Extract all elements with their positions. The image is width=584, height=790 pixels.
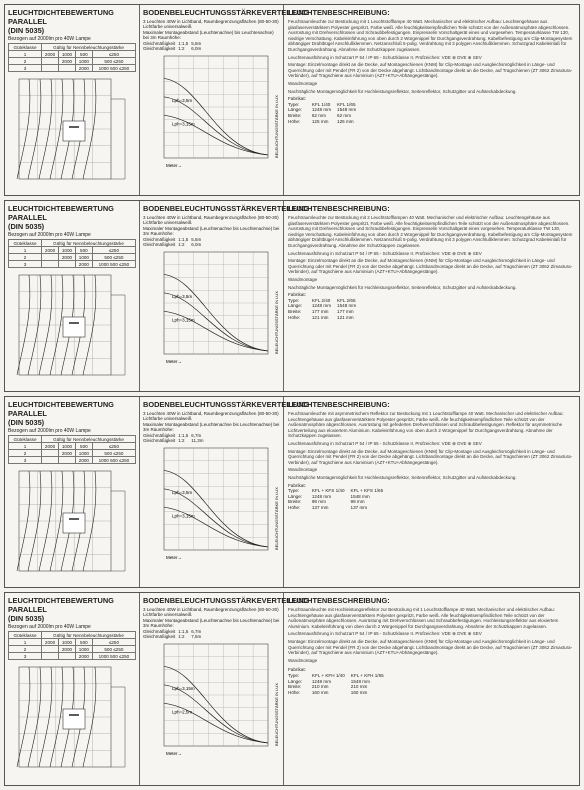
wall-mount-text: Wandmontage xyxy=(288,657,318,663)
class-table-cell: 1000 xyxy=(75,58,92,65)
illuminance-heading: BODENBELEUCHTUNGSSTÄRKEVERTEILUNG xyxy=(143,596,310,605)
product-section xyxy=(4,4,580,196)
mounting-text: Montage: Einzelmontage direkt an die Decke, auf Montageschienen (KNM) für Clip-Montage und Ausgleichsmöglichkeit in Länge- und Querrichtung oder mit Pendel (FR 2) von der Decke abgehängt. Lichtbandmontage direkt an die Decke, auf Tragschienen (ZT 3062 Zimaxtura-Verbinder), auf Tragschiene aus Aluminium (AZT+KTU+Abhängegestänge). xyxy=(288,638,573,656)
gleich-label: Gleichmäßigkeit xyxy=(143,242,176,248)
spec-value: KFL 1/65 xyxy=(337,101,356,107)
bezogen-text: Bezogen auf 2000lm pro 40W Lampe xyxy=(8,232,91,238)
spec-value: 98 mm xyxy=(311,499,326,505)
protection-text: Leuchtenausführung in Schutzart P 54 / IP 65 - Schutzklasse II. Prüfzeichen: VDE ⊕ DVE ⊕ SEV xyxy=(288,54,482,60)
retrofit-text: Nachträgliche Montagemöglichkeit für Hochleistungsreflektor, Seitenreflektor, Schutzgitter und Aufsteckabdeckung. xyxy=(288,474,517,480)
lph-label: Lph=3,15m xyxy=(172,686,195,692)
class-table-cell: 500 ≤250 xyxy=(92,58,135,65)
class-table-cell: 2 xyxy=(9,58,42,65)
description-text: Feuchtraumleuchte mit asymmetrischem Reflektor zur Bestückung mit 1 Leuchtstofflampe 40 Watt. Mechanischer und elektrischer Aufbau: Leuchtengehäuse aus glasfaserverstärktem Polyester gespritzt, Farbe weiß. Alle feuchtigkeitsempfindlichen Teile schützt von der Außenatmosphäre abgeschlossen. Ausrüstung mit gefederten Drehverschlüssen und Schraubbefestigungen. Reflektor für asymmetrische Lichtverteilung aus eloxiertem Aluminium. Kabeleinführung von oben durch 2 Würgenippel für Durchgangsverdrahtung. Abnahme der Schutzkappen zugelassen. xyxy=(288,411,564,439)
class-table-cell: 2 xyxy=(9,450,42,457)
spec-value: 137 mm xyxy=(311,504,329,510)
gleich-ratio: 1:2 xyxy=(178,634,185,640)
description-heading: LEUCHTENBESCHREIBUNG: xyxy=(287,400,390,409)
class-table-row xyxy=(9,65,136,72)
description-column xyxy=(284,5,579,195)
y-axis-label: BELEUCHTUNGSSTÄRKE IN LUX xyxy=(274,95,279,159)
info-line-1: 3 Leuchten 40W in Lichtband, Raumbegrenzungsflächen (80-50-30) xyxy=(143,19,279,24)
montage-abstand-text: Maximaler Montageabstand (Leuchtenachse) bis Leuchtenachse) bei 3m Raumhöhe: xyxy=(143,29,274,41)
luminance-diagram xyxy=(5,269,140,389)
class-table-cell: 1000 xyxy=(59,51,76,58)
class-table-cell: ≤250 xyxy=(92,639,135,646)
class-table-cell: 1000 500 ≤250 xyxy=(92,457,135,464)
class-table-cell xyxy=(59,653,76,660)
spec-value: KFL + KFS 1/65 xyxy=(350,488,384,494)
spec-value: KFL 1/40 xyxy=(311,101,331,107)
hoehe-label: Höhe: xyxy=(288,118,301,124)
gleich-value: 7,5m xyxy=(191,634,202,640)
gleich-value: 6,7m xyxy=(191,628,202,634)
description-heading: LEUCHTENBESCHREIBUNG: xyxy=(287,204,390,213)
gueteklasse-label: Güteklasse xyxy=(9,240,42,247)
gueltig-label: Gültig für Nennbeleuchtungsstärke xyxy=(42,240,136,247)
type-label: Type: xyxy=(288,672,300,678)
illuminance-curve xyxy=(164,79,268,156)
spec-value: 1248 mm xyxy=(311,678,332,684)
gleich-label: Gleichmäßigkeit xyxy=(143,236,176,242)
class-table-cell: 1000 xyxy=(75,646,92,653)
gleich-ratio: 1:2 xyxy=(178,242,185,248)
class-table-cell: 1000 xyxy=(75,450,92,457)
class-table-cell: 1 xyxy=(9,443,42,450)
side-scale xyxy=(111,491,125,571)
class-table-cell: 1000 500 ≤250 xyxy=(92,65,135,72)
class-table-cell: ≤250 xyxy=(92,51,135,58)
luminance-heading: LEUCHTDICHTEBEWERTUNG PARALLEL xyxy=(8,596,114,614)
gleich-label: Gleichmäßigkeit xyxy=(143,628,176,634)
class-table-row xyxy=(9,254,136,261)
illuminance-chart xyxy=(140,444,284,566)
class-table-cell: 3 xyxy=(9,261,42,268)
illuminance-chart xyxy=(140,52,284,174)
class-table-row xyxy=(9,247,136,254)
class-table-cell: ≤250 xyxy=(92,247,135,254)
luminance-heading: LEUCHTDICHTEBEWERTUNG PARALLEL xyxy=(8,400,114,418)
class-table-cell: 1000 xyxy=(59,639,76,646)
hoehe-label: Höhe: xyxy=(288,689,301,695)
gleich-ratio: 1:2 xyxy=(178,46,185,52)
fabrikat-label: Fabrikat: xyxy=(288,96,306,102)
din-label: (DIN 5035) xyxy=(8,26,45,35)
gleich-label: Gleichmäßigkeit xyxy=(143,432,176,438)
gueltig-label: Gültig für Nennbeleuchtungsstärke xyxy=(42,436,136,443)
meter-label: Meter→ xyxy=(166,751,183,757)
bezogen-text: Bezogen auf 2000lm pro 40W Lampe xyxy=(8,36,91,42)
gleich-value: 5,5m xyxy=(191,40,202,46)
class-table-cell: 500 ≤250 xyxy=(92,646,135,653)
class-table-cell: 500 xyxy=(75,247,92,254)
class-table-cell xyxy=(42,65,59,72)
gueteklasse-label: Güteklasse xyxy=(9,436,42,443)
luminance-column xyxy=(5,397,140,587)
lph-label: Lph=3,5m xyxy=(172,98,193,104)
din-label: (DIN 5035) xyxy=(8,614,45,623)
illuminance-heading: BODENBELEUCHTUNGSSTÄRKEVERTEILUNG xyxy=(143,400,310,409)
description-column xyxy=(284,397,579,587)
class-table-cell: 2000 xyxy=(59,646,76,653)
class-table-cell: 500 xyxy=(75,443,92,450)
retrofit-text: Nachträgliche Montagemöglichkeit für Hochleistungsreflektor, Seitenreflektor, Schutzgitter und Aufsteckabdeckung. xyxy=(288,88,517,94)
hoehe-label: Höhe: xyxy=(288,504,301,510)
protection-text: Leuchtenausführung in Schutzart P 54 / IP 65 - Schutzklasse II. Prüfzeichen: VDE ⊕ DVE ⊕ SEV xyxy=(288,250,482,256)
lamp-symbol xyxy=(63,317,85,337)
illuminance-chart xyxy=(140,248,284,370)
product-section xyxy=(4,396,580,588)
meter-label: Meter→ xyxy=(166,555,183,561)
side-scale xyxy=(111,687,125,767)
class-table-row xyxy=(9,51,136,58)
wall-mount-text: Wandmontage xyxy=(288,80,318,86)
spec-value: 177 mm xyxy=(337,308,354,314)
spec-value: KFL 2/65 xyxy=(337,297,356,303)
spec-value: 1548 mm xyxy=(350,678,370,684)
spec-value: 125 mm xyxy=(337,118,354,124)
spec-table xyxy=(284,291,579,321)
lamp-symbol xyxy=(63,121,85,141)
side-scale xyxy=(111,295,125,375)
class-table-row xyxy=(9,261,136,268)
gueltig-label: Gültig für Nennbeleuchtungsstärke xyxy=(42,44,136,51)
montage-abstand-text: Maximaler Montageabstand (Leuchtenachse bis Leuchtenachse) bei 3m Raumhöhe: xyxy=(143,421,280,433)
class-table-cell xyxy=(42,254,59,261)
class-table-cell: 2000 xyxy=(59,450,76,457)
class-table-cell: 2000 xyxy=(75,457,92,464)
luminance-column xyxy=(5,5,140,195)
spec-value: 1548 mm xyxy=(337,303,357,309)
lph-label: Lph=3,5m xyxy=(172,294,193,300)
din-label: (DIN 5035) xyxy=(8,418,45,427)
class-table-cell: 2000 xyxy=(42,639,59,646)
mounting-text: Montage: Einzelmontage direkt an die Decke, auf Montageschienen (KNM) für Clip-Montage und Ausgleichsmöglichkeit in Länge- und Querrichtung oder mit Pendel (FR 2) von der Decke abgehängt. Lichtbandmontage direkt an die Decke, auf Tragschienen (ZT 3062 Zimaxtura-Verbinder), auf Tragschiene aus Aluminium (AZT+KTU+Abhängegestänge). xyxy=(288,62,573,79)
class-table xyxy=(8,43,136,72)
class-table xyxy=(8,435,136,464)
luminance-column xyxy=(5,593,140,785)
description-heading: LEUCHTENBESCHREIBUNG: xyxy=(287,596,390,605)
class-table-cell: 2000 xyxy=(75,653,92,660)
spec-value: 1548 mm xyxy=(337,107,357,113)
class-table-cell xyxy=(42,646,59,653)
spec-value: KFL + KFH 1/65 xyxy=(350,672,384,678)
illuminance-heading: BODENBELEUCHTUNGSSTÄRKEVERTEILUNG xyxy=(143,204,310,213)
info-line-2: Lichtfarbe universalweiß xyxy=(143,416,192,422)
type-label: Type: xyxy=(288,297,300,303)
class-table-cell: 500 xyxy=(75,51,92,58)
class-table-cell: 2 xyxy=(9,646,42,653)
description-heading: LEUCHTENBESCHREIBUNG: xyxy=(287,8,390,17)
class-table-row xyxy=(9,646,136,653)
gueltig-label: Gültig für Nennbeleuchtungsstärke xyxy=(42,632,136,639)
class-table-cell: 2000 xyxy=(42,247,59,254)
gleich-label: Gleichmäßigkeit xyxy=(143,46,176,52)
hoehe-label: Höhe: xyxy=(288,314,301,320)
fabrikat-label: Fabrikat: xyxy=(288,292,306,298)
gleich-label: Gleichmäßigkeit xyxy=(143,634,176,640)
illuminance-chart xyxy=(140,640,284,762)
spec-value: 1248 mm xyxy=(311,493,332,499)
bezogen-text: Bezogen auf 2000lm pro 40W Lampe xyxy=(8,428,91,434)
montage-abstand-text: Maximaler Montageabstand (Leuchtenachse bis Leuchtenachse) bei 3m Raumhöhe: xyxy=(143,617,280,629)
class-table-cell xyxy=(59,457,76,464)
y-axis-label: BELEUCHTUNGSSTÄRKE IN LUX xyxy=(274,683,279,747)
info-line-1: 3 Leuchten 40W in Lichtband, Raumbegrenzungsflächen (80-50-30) xyxy=(143,215,279,220)
din-label: (DIN 5035) xyxy=(8,222,45,231)
spec-value: 160 mm xyxy=(350,689,368,695)
description-text: Feuchtraumleuchte zur Bestückung mit 1 Leuchtstofflampe 40 Watt. Mechanischer und elektrischer Aufbau: Leuchtengehäuse aus glasfaserverstärktem Polyester gespritzt, Farbe weiß. Alle feuchtigkeitsempfindlichen Teile schützt von der Außenatmosphäre abgeschlossen. Ausrüstung mit Drehverschlüssen und Schraubbefestigungen. Einpresselin Vorschaltgerät eines und vorgesehen. Temperaturklasse TW 130, niedrige Verschattung. Kabeleinführung von oben durch 2 Würgenippel für Durchgangsverdrahtung. Kabelbefestigung am Clip-Montagesystem abhängiger Drahtbügel Anschlußklemmen. Netzanschluß 5-polig. Verdrahtung mit 3 polygen Anschlußklemmen. Schutzgrad Kabeleinlaß für Durchgangsverdrahtung. Abnahme der Schutzkappen zugelassen. xyxy=(288,19,573,52)
type-label: Type: xyxy=(288,488,300,494)
class-table-cell: 1 xyxy=(9,51,42,58)
spec-value: 177 mm xyxy=(311,308,329,314)
protection-text: Leuchtenausführung in Schutzart P 54 / IP 65 - Schutzklasse II. Prüfzeichen: VDE ⊕ DVE ⊕ SEV xyxy=(288,631,482,637)
y-axis-label: BELEUCHTUNGSSTÄRKE IN LUX xyxy=(274,291,279,355)
class-table-cell: 1 xyxy=(9,639,42,646)
class-table-cell: 1000 xyxy=(75,254,92,261)
class-table-row xyxy=(9,58,136,65)
class-table-cell: 1000 500 ≤250 xyxy=(92,261,135,268)
class-table-cell: 500 ≤250 xyxy=(92,450,135,457)
mounting-text: Montage: Einzelmontage direkt an die Decke, auf Montageschienen (KNM) für Clip-Montage und Ausgleichsmöglichkeit in Länge- und Querrichtung oder mit Pendel (FR 2) von der Decke abgehängt. Lichtbandmontage direkt an die Decke, auf Tragschienen (ZT 3062 Zimaxtura-Verbinder), auf Tragschiene aus Aluminium (AZT+KTU+Abhängegestänge). xyxy=(288,448,573,465)
spec-value: 121 mm xyxy=(337,314,354,320)
spec-table xyxy=(284,482,579,512)
laenge-label: Länge: xyxy=(288,678,303,684)
class-table-row xyxy=(9,653,136,660)
class-table-row xyxy=(9,457,136,464)
mounting-text: Montage: Einzelmontage direkt an die Decke, auf Montageschienen (KNM) für Clip-Montage und Ausgleichsmöglichkeit in Länge- und Querrichtung oder mit Pendel (FR 2) von der Decke abgehängt. Lichtbandmontage direkt an die Decke, auf Tragschienen (ZT 3062 Zimaxtura-Verbinder), auf Tragschiene aus Aluminium (AZT+KTU+Abhängegestänge). xyxy=(288,258,573,275)
breite-label: Breite: xyxy=(288,684,302,690)
laenge-label: Länge: xyxy=(288,493,303,499)
illuminance-curve xyxy=(164,275,268,352)
spec-value: 98 mm xyxy=(350,499,365,505)
gleich-ratio: 1:1,5 xyxy=(178,236,189,242)
info-line-2: Lichtfarbe universalweiß xyxy=(143,612,192,618)
wall-mount-text: Wandmontage xyxy=(288,467,318,473)
illuminance-curve xyxy=(164,667,268,744)
spec-value: KFL + KFS 1/40 xyxy=(311,488,345,494)
class-table-cell: 1000 xyxy=(59,443,76,450)
side-scale xyxy=(111,99,125,179)
class-table-cell: 2000 xyxy=(42,443,59,450)
gleich-label: Gleichmäßigkeit xyxy=(143,438,176,444)
luminance-diagram xyxy=(5,465,140,585)
retrofit-text: Nachträgliche Montagemöglichkeit für Hochleistungsreflektor, Seitenreflektor, Schutzgitter und Aufsteckabdeckung. xyxy=(288,284,517,290)
spec-value: 62 mm xyxy=(311,112,326,118)
gleich-ratio: 1:2 xyxy=(178,438,185,444)
breite-label: Breite: xyxy=(288,308,302,314)
spec-value: 121 mm xyxy=(311,314,329,320)
breite-label: Breite: xyxy=(288,499,302,505)
class-table-cell xyxy=(42,261,59,268)
class-table-cell xyxy=(42,58,59,65)
spec-value: 1248 mm xyxy=(311,107,332,113)
luminance-column xyxy=(5,201,140,391)
description-text: Feuchtraumleuchte mit Hochleistungsreflektor zur Bestückung mit 1 Leuchtstofflampe 40 Watt. Mechanischer und elektrischer Aufbau: Leuchtengehäuse aus glasfaserverstärktem Polyester gespritzt, Farbe weiß. Alle feuchtigkeitsempfindlichen Teile schützt von der Außenatmosphäre abgeschlossen. Ausrüstung mit Drehverschlüssen und Schraubbefestigungen. Hochleistungsreflektor aus eloxiertem Aluminium. Kabeleinführung von oben durch 2 Würgenippel für Durchgangsverdrahtung. Abnahme der Schutzkappen zugelassen. xyxy=(288,607,559,629)
class-table-row xyxy=(9,639,136,646)
spec-value: 125 mm xyxy=(311,118,329,124)
gueteklasse-label: Güteklasse xyxy=(9,44,42,51)
class-table-cell: ≤250 xyxy=(92,443,135,450)
gleich-ratio: 1:1,5 xyxy=(178,40,189,46)
y-axis-label: BELEUCHTUNGSSTÄRKE IN LUX xyxy=(274,487,279,551)
lph-label: Lph=2,5m xyxy=(172,709,193,715)
gueteklasse-label: Güteklasse xyxy=(9,632,42,639)
class-table-cell: 2000 xyxy=(75,65,92,72)
class-table-cell xyxy=(42,450,59,457)
spec-value: 1548 mm xyxy=(350,493,370,499)
class-table xyxy=(8,239,136,268)
class-table-cell xyxy=(42,653,59,660)
class-table-cell: 2000 xyxy=(59,58,76,65)
spec-value: 62 mm xyxy=(337,112,352,118)
luminance-diagram xyxy=(5,73,140,193)
lph-label: Lph=3,15m xyxy=(172,317,195,323)
protection-text: Leuchtenausführung in Schutzart P 54 / IP 65 - Schutzklasse II. Prüfzeichen: VDE ⊕ DVE ⊕ SEV xyxy=(288,440,482,446)
gleich-value: 5,5m xyxy=(191,236,202,242)
class-table-row xyxy=(9,450,136,457)
description-column xyxy=(284,201,579,391)
gleich-value: 6,0m xyxy=(191,46,202,52)
lamp-symbol xyxy=(63,513,85,533)
gleich-value: 11,3m xyxy=(191,438,204,444)
class-table-cell: 3 xyxy=(9,65,42,72)
spec-value: KFL + KFH 1/40 xyxy=(311,672,345,678)
class-table-cell: 1 xyxy=(9,247,42,254)
meter-label: Meter→ xyxy=(166,163,183,169)
lph-label: Lph=3,15m xyxy=(172,121,195,127)
class-table-row xyxy=(9,443,136,450)
class-table-cell: 2000 xyxy=(42,51,59,58)
class-table-cell: 3 xyxy=(9,457,42,464)
class-table-cell: 3 xyxy=(9,653,42,660)
spec-table xyxy=(284,95,579,125)
info-line-1: 3 Leuchten 40W in Lichtband, Raumbegrenzungsflächen (80-50-30) xyxy=(143,411,279,416)
spec-value: KFL 2/40 xyxy=(311,297,331,303)
laenge-label: Länge: xyxy=(288,107,303,113)
montage-abstand-text: Maximaler Montageabstand (Leuchtenachse bis Leuchtenachse) bei 3m Raumhöhe: xyxy=(143,225,280,237)
gleich-ratio: 1:1,5 xyxy=(178,432,189,438)
class-table-cell: 1000 xyxy=(59,247,76,254)
gleich-value: 6,7m xyxy=(191,432,202,438)
description-text: Feuchtraumleuchte zur Bestückung mit 2 Leuchtstofflampen 40 Watt. Mechanischer und elektrischer Aufbau: Leuchtengehäuse aus glasfaserverstärktem Polyester gespritzt, Farbe weiß. Alle feuchtigkeitsempfindlichen Teile schützt von der Außenatmosphäre abgeschlossen. Ausrüstung mit Drehverschlüssen und Schraubbefestigungen. Einpresselin Vorschaltgerät eines vorgesehen. Temperaturklasse TW 130, niedrige Verschattung. Kabeleinführung von oben durch 2 Würgenippel für Durchgangsverdrahtung. Kabelbefestigung am Clip-Montagesystem abhängiger Drahtbügel Anschlußklemmen. Netzanschluß 5-polig. Verdrahtung mit 3 polygen Anschlußklemmen. Schutzgrad Kabeleinlaß für Durchgangsverdrahtung. Abnahme der Schutzkappen zugelassen. xyxy=(288,215,573,248)
gleich-ratio: 1:1,5 xyxy=(178,628,189,634)
spec-table xyxy=(284,666,579,696)
class-table-cell xyxy=(42,457,59,464)
type-label: Type: xyxy=(288,101,300,107)
gleich-label: Gleichmäßigkeit xyxy=(143,40,176,46)
illuminance-curve xyxy=(164,471,268,548)
class-table-cell: 2000 xyxy=(75,261,92,268)
class-table xyxy=(8,631,136,660)
breite-label: Breite: xyxy=(288,112,302,118)
class-table-cell xyxy=(59,261,76,268)
spec-value: 210 mm xyxy=(350,684,368,690)
class-table-cell xyxy=(59,65,76,72)
laenge-label: Länge: xyxy=(288,303,303,309)
fabrikat-label: Fabrikat: xyxy=(288,482,306,488)
product-section xyxy=(4,592,580,786)
product-section xyxy=(4,200,580,392)
info-line-2: Lichtfarbe universalweiß xyxy=(143,24,192,30)
bezogen-text: Bezogen auf 2000lm pro 40W Lampe xyxy=(8,624,91,630)
spec-value: 160 mm xyxy=(311,689,329,695)
gleich-value: 6,0m xyxy=(191,242,202,248)
class-table-cell: 500 xyxy=(75,639,92,646)
fabrikat-label: Fabrikat: xyxy=(288,667,306,673)
meter-label: Meter→ xyxy=(166,359,183,365)
lph-label: Lph=3,5m xyxy=(172,490,193,496)
class-table-cell: 1000 500 ≤250 xyxy=(92,653,135,660)
class-table-cell: 500 ≤250 xyxy=(92,254,135,261)
spec-value: 210 mm xyxy=(311,684,329,690)
lph-label: Lph=3,15m xyxy=(172,513,195,519)
info-line-1: 3 Leuchten 40W in Lichtband, Raumbegrenzungsflächen (80-50-30) xyxy=(143,607,279,612)
luminance-heading: LEUCHTDICHTEBEWERTUNG PARALLEL xyxy=(8,204,114,222)
luminance-diagram xyxy=(5,661,140,781)
wall-mount-text: Wandmontage xyxy=(288,276,318,282)
luminance-heading: LEUCHTDICHTEBEWERTUNG PARALLEL xyxy=(8,8,114,26)
description-column xyxy=(284,593,579,785)
spec-value: 137 mm xyxy=(350,504,368,510)
spec-value: 1248 mm xyxy=(311,303,332,309)
lamp-symbol xyxy=(63,709,85,729)
class-table-cell: 2 xyxy=(9,254,42,261)
info-line-2: Lichtfarbe universalweiß xyxy=(143,220,192,226)
class-table-cell: 2000 xyxy=(59,254,76,261)
illuminance-heading: BODENBELEUCHTUNGSSTÄRKEVERTEILUNG xyxy=(143,8,310,17)
